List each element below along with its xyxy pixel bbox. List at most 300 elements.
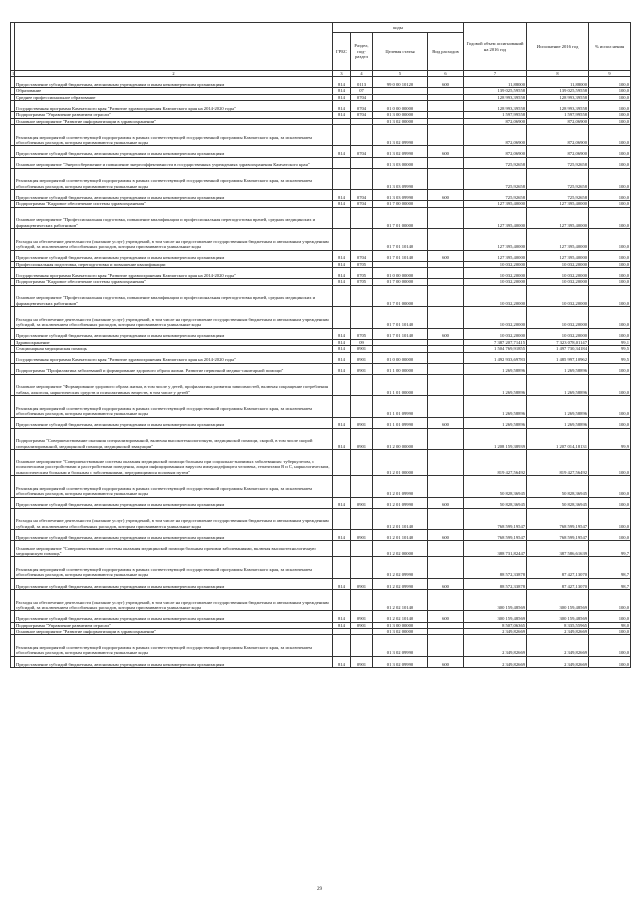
column-number-cell: 8	[527, 71, 589, 77]
row-fact-cell: 87 427,13070	[527, 557, 589, 578]
table-row	[11, 428, 631, 449]
row-name-cell: Основное мероприятие "Совершенствование системы оказания медицинской помощи больным при социально-значимых заболеваниях: туберкулезом, с психическими расстройствами и расстройствами поведения, лицам инфицированным вирусом иммунодефицита человека, гепатитами B и C, наркологическим, онкологическим больным и больным с заболеваниями, передающимися половым путем"	[15, 450, 333, 476]
table-row	[11, 125, 631, 146]
table-row	[11, 250, 631, 261]
row-name-cell: Предоставление субсидий бюджетным, автономным учреждениям и иным некоммерческим организациям	[15, 146, 333, 157]
row-percent-cell: 100,0	[589, 157, 631, 168]
row-fact-cell: 10 032,20000	[527, 328, 589, 339]
row-name-cell: Предоставление субсидий бюджетным, автономным учреждениям и иным некоммерческим организациям	[15, 417, 333, 428]
column-number-cell: 7	[464, 71, 527, 77]
row-statia-cell: 99 0 00 10120	[373, 77, 428, 88]
row-name-cell: Предоставление субсидий бюджетным, автономным учреждениям и иным некоммерческим организациям	[15, 190, 333, 201]
row-razdel-cell	[351, 450, 373, 476]
row-plan-cell: 1 492 933,69783	[464, 352, 527, 363]
row-name-cell: Государственная программа Камчатского края "Развитие здравоохранения Камчатского края на 2014-2020 годы"	[15, 352, 333, 363]
row-name-cell: Основное мероприятие "Формирование здорового образа жизни, в том числе у детей, профилактика развития зависимостей, включая сокращение потребления табака, алкоголя, наркотических средств и психоактивных веществ, в том числе у детей"	[15, 374, 333, 395]
row-percent-cell: 100,0	[589, 146, 631, 157]
row-razdel-cell	[351, 285, 373, 306]
row-plan-cell: 725,92658	[464, 168, 527, 189]
row-plan-cell: 2 349,82669	[464, 628, 527, 634]
row-fact-cell: 128 993,39558	[527, 101, 589, 112]
row-grbs-cell	[333, 557, 351, 578]
row-grbs-cell: 814	[333, 497, 351, 508]
table-row	[11, 77, 631, 88]
row-vid-cell	[428, 557, 464, 578]
row-grbs-cell: 814	[333, 656, 351, 667]
row-fact-cell: 139 025,59558	[527, 88, 589, 94]
row-statia-cell: 01 2 02 09990	[373, 557, 428, 578]
row-percent-cell: 100,0	[589, 112, 631, 118]
row-statia-cell: 01 2 02 10140	[373, 611, 428, 622]
row-fact-cell: 50 828,36945	[527, 497, 589, 508]
row-razdel-cell	[351, 229, 373, 250]
header-blank-b	[15, 23, 333, 71]
row-grbs-cell: 814	[333, 578, 351, 589]
row-name-cell: Основное мероприятие "Развитие информатизации в здравоохранении"	[15, 118, 333, 124]
row-name-cell: Предоставление субсидий бюджетным, автономным учреждениям и иным некоммерческим организациям	[15, 250, 333, 261]
row-razdel-cell: 0704	[351, 250, 373, 261]
row-fact-cell: 725,92658	[527, 157, 589, 168]
table-row	[11, 307, 631, 328]
row-vid-cell	[428, 352, 464, 363]
row-razdel-cell: 0901	[351, 611, 373, 622]
row-vid-cell	[428, 125, 464, 146]
row-grbs-cell: 814	[333, 268, 351, 279]
row-vid-cell: 600	[428, 656, 464, 667]
row-plan-cell: 50 828,36945	[464, 497, 527, 508]
row-grbs-cell: 814	[333, 101, 351, 112]
row-name-cell: Расходы на обеспечение деятельности (оказание услуг) учреждений, в том числе на предоставление государственным бюджетным и автономным учреждениям субсидий, за исключением обособленных расходов, которым присваиваются уникальные коды	[15, 508, 333, 529]
row-grbs-cell: 814	[333, 611, 351, 622]
row-fact-cell: 127 395,40000	[527, 250, 589, 261]
table-row	[11, 530, 631, 541]
header-fact: Исполнение 2016 год	[527, 23, 589, 71]
row-name-cell: Государственная программа Камчатского края "Развитие здравоохранения Камчатского края на 2014-2020 годы"	[15, 268, 333, 279]
row-statia-cell: 01 2 01 00000	[373, 450, 428, 476]
row-vid-cell	[428, 541, 464, 557]
row-plan-cell: 128 993,39558	[464, 101, 527, 112]
row-plan-cell: 1 269,58896	[464, 396, 527, 417]
table-row	[11, 396, 631, 417]
row-vid-cell	[428, 157, 464, 168]
row-plan-cell: 10 032,20000	[464, 279, 527, 285]
header-percent: % испол нения	[589, 23, 631, 71]
row-grbs-cell	[333, 541, 351, 557]
row-statia-cell: 01 3 02 09990	[373, 635, 428, 656]
header-plan: Годовой объем ассигнований на 2016 год	[464, 23, 527, 71]
row-percent-cell: 100,0	[589, 635, 631, 656]
table-row	[11, 450, 631, 476]
row-percent-cell: 100,0	[589, 190, 631, 201]
row-plan-cell: 88 572,33878	[464, 578, 527, 589]
row-plan-cell: 127 395,40000	[464, 250, 527, 261]
row-name-cell: Подпрограмма "Совершенствование оказания специализированной, включая высокотехнологичную, медицинской помощи, скорой, в том числе скорой специализированной, медицинской помощи, медицинской эвакуации"	[15, 428, 333, 449]
row-statia-cell: 01 3 03 09990	[373, 168, 428, 189]
row-plan-cell: 7 387 207,71415	[464, 339, 527, 345]
table-row	[11, 611, 631, 622]
row-fact-cell: 2 349,82669	[527, 635, 589, 656]
row-fact-cell: 725,92658	[527, 190, 589, 201]
row-name-cell: Предоставление субсидий бюджетным, автономным учреждениям и иным некоммерческим организациям	[15, 656, 333, 667]
row-razdel-cell: 0704	[351, 94, 373, 100]
row-razdel-cell	[351, 476, 373, 497]
row-plan-cell: 1 597,99558	[464, 112, 527, 118]
row-grbs-cell	[333, 229, 351, 250]
row-fact-cell: 1 269,58896	[527, 374, 589, 395]
row-percent-cell: 98,7	[589, 578, 631, 589]
row-fact-cell: 8 335,55965	[527, 622, 589, 628]
row-percent-cell: 100,0	[589, 476, 631, 497]
row-name-cell: Предоставление субсидий бюджетным, автономным учреждениям и иным некоммерческим организациям	[15, 530, 333, 541]
row-percent-cell: 99,1	[589, 339, 631, 345]
row-percent-cell: 100,0	[589, 207, 631, 228]
row-percent-cell: 100,0	[589, 530, 631, 541]
row-name-cell: Расходы на обеспечение деятельности (оказание услуг) учреждений, в том числе на предоставление государственным бюджетным и автономным учреждениям субсидий, за исключением обособленных расходов, которым присваиваются уникальные коды	[15, 229, 333, 250]
row-plan-cell: 127 395,40000	[464, 207, 527, 228]
row-statia-cell: 01 1 01 09990	[373, 417, 428, 428]
row-percent-cell: 100,0	[589, 125, 631, 146]
row-statia-cell: 01 2 02 00000	[373, 541, 428, 557]
row-vid-cell	[428, 476, 464, 497]
row-name-cell: Основное мероприятие "Совершенствование системы оказания медицинской помощи больным прочими заболеваниями, включая высокотехнологичную медицинскую помощь"	[15, 541, 333, 557]
header-grbs: ГРБС	[333, 33, 351, 71]
row-statia-cell: 01 3 03 00000	[373, 157, 428, 168]
budget-table	[10, 22, 631, 668]
row-plan-cell: 50 828,36945	[464, 476, 527, 497]
table-row	[11, 157, 631, 168]
row-fact-cell: 127 395,40000	[527, 201, 589, 207]
row-fact-cell: 872,06900	[527, 118, 589, 124]
header-vid: Вид расходов	[428, 33, 464, 71]
row-vid-cell	[428, 396, 464, 417]
row-razdel-cell	[351, 635, 373, 656]
row-statia-cell: 01 3 00 00000	[373, 622, 428, 628]
row-razdel-cell: 0704	[351, 146, 373, 157]
row-statia-cell: 01 7 00 00000	[373, 279, 428, 285]
row-statia-cell: 01 3 02 09990	[373, 125, 428, 146]
row-vid-cell	[428, 589, 464, 610]
row-grbs-cell	[333, 157, 351, 168]
table-row	[11, 146, 631, 157]
row-name-cell: Основное мероприятие "Профессиональная подготовка, повышение квалификации и профессиональная переподготовка врачей, средних медицинских и фармацевтических работников"	[15, 285, 333, 306]
row-statia-cell: 01 7 01 10140	[373, 250, 428, 261]
row-statia-cell: 01 3 02 09990	[373, 146, 428, 157]
table-row	[11, 101, 631, 112]
row-name-cell: Основное мероприятие "Энергосбережение и повышение энергоэффективности в государственных учреждениях здравоохранения Камчатского края"	[15, 157, 333, 168]
row-razdel-cell: 0113	[351, 77, 373, 88]
row-fact-cell: 1 269,58896	[527, 417, 589, 428]
row-fact-cell: 1 207 014,18131	[527, 428, 589, 449]
column-number-cell: 3	[333, 71, 351, 77]
row-plan-cell: 725,92658	[464, 190, 527, 201]
row-statia-cell: 01 1 01 00000	[373, 374, 428, 395]
row-statia-cell: 01 2 01 09990	[373, 497, 428, 508]
row-razdel-cell	[351, 125, 373, 146]
row-name-cell: Подпрограмма "Управление развитием отрасли"	[15, 112, 333, 118]
table-row	[11, 207, 631, 228]
row-name-cell: Предоставление субсидий бюджетным, автономным учреждениям и иным некоммерческим организациям	[15, 611, 333, 622]
table-row	[11, 229, 631, 250]
row-grbs-cell: 814	[333, 190, 351, 201]
table-row	[11, 541, 631, 557]
row-vid-cell	[428, 285, 464, 306]
row-plan-cell: 300 159,48569	[464, 589, 527, 610]
row-grbs-cell	[333, 207, 351, 228]
table-row	[11, 268, 631, 279]
row-statia-cell: 01 3 00 00000	[373, 112, 428, 118]
row-name-cell: Здравоохранение	[15, 339, 333, 345]
row-vid-cell	[428, 307, 464, 328]
row-razdel-cell: 0705	[351, 279, 373, 285]
table-row	[11, 557, 631, 578]
row-fact-cell: 387 586,61639	[527, 541, 589, 557]
row-percent-cell: 98,7	[589, 557, 631, 578]
budget-report-sheet	[10, 22, 630, 668]
row-plan-cell: 88 572,33878	[464, 557, 527, 578]
row-name-cell: Расходы на обеспечение деятельности (оказание услуг) учреждений, в том числе на предоставление государственным бюджетным и автономным учреждениям субсидий, за исключением обособленных расходов, которым присваиваются уникальные коды	[15, 589, 333, 610]
row-plan-cell: 2 349,82669	[464, 656, 527, 667]
row-vid-cell: 600	[428, 328, 464, 339]
row-name-cell: Подпрограмма "Профилактика заболеваний и формирование здорового образа жизни. Развитие первичной медико-санитарной помощи"	[15, 363, 333, 374]
row-percent-cell: 99,7	[589, 541, 631, 557]
row-percent-cell: 100,0	[589, 628, 631, 634]
row-razdel-cell: 0901	[351, 363, 373, 374]
row-razdel-cell: 0901	[351, 622, 373, 628]
row-plan-cell: 2 349,82669	[464, 635, 527, 656]
row-vid-cell	[428, 635, 464, 656]
row-fact-cell: 1 485 997,10962	[527, 352, 589, 363]
row-percent-cell: 100,0	[589, 417, 631, 428]
row-name-cell: Реализация мероприятий соответствующей подпрограммы в рамках соответствующей государственной программы Камчатского края, за исключением обособленных расходов, которым присваиваются уникальные коды	[15, 396, 333, 417]
row-plan-cell: 10 032,20000	[464, 268, 527, 279]
row-razdel-cell	[351, 589, 373, 610]
row-fact-cell: 725,92658	[527, 168, 589, 189]
row-percent-cell: 99,5	[589, 352, 631, 363]
row-percent-cell: 99,5	[589, 346, 631, 352]
row-fact-cell: 1 497 730,34184	[527, 346, 589, 352]
row-name-cell: Государственная программа Камчатского края "Развитие здравоохранения Камчатского края на 2014-2020 годы"	[15, 101, 333, 112]
row-grbs-cell: 814	[333, 428, 351, 449]
row-percent-cell: 99,9	[589, 428, 631, 449]
row-fact-cell: 768 599,19547	[527, 508, 589, 529]
row-plan-cell: 768 599,19547	[464, 530, 527, 541]
table-row	[11, 589, 631, 610]
row-plan-cell: 127 395,40000	[464, 201, 527, 207]
table-row	[11, 476, 631, 497]
row-percent-cell: 100,0	[589, 88, 631, 94]
row-statia-cell: 01 0 00 00000	[373, 352, 428, 363]
row-vid-cell: 600	[428, 611, 464, 622]
row-name-cell: Реализация мероприятий соответствующей подпрограммы в рамках соответствующей государственной программы Камчатского края, за исключением обособленных расходов, которым присваиваются уникальные коды	[15, 635, 333, 656]
row-name-cell: Реализация мероприятий соответствующей подпрограммы в рамках соответствующей государственной программы Камчатского края, за исключением обособленных расходов, которым присваиваются уникальные коды	[15, 557, 333, 578]
row-percent-cell: 100,0	[589, 497, 631, 508]
row-razdel-cell: 0901	[351, 497, 373, 508]
row-grbs-cell: 814	[333, 261, 351, 267]
row-percent-cell: 100,0	[589, 94, 631, 100]
row-razdel-cell	[351, 168, 373, 189]
row-plan-cell: 127 395,40000	[464, 229, 527, 250]
row-name-cell: Реализация мероприятий соответствующей подпрограммы в рамках соответствующей государственной программы Камчатского края, за исключением обособленных расходов, которым присваиваются уникальные коды	[15, 168, 333, 189]
row-grbs-cell	[333, 125, 351, 146]
row-percent-cell: 100,0	[589, 589, 631, 610]
row-grbs-cell	[333, 635, 351, 656]
row-razdel-cell: 09	[351, 339, 373, 345]
row-fact-cell: 50 828,36945	[527, 476, 589, 497]
row-percent-cell: 100,0	[589, 77, 631, 88]
table-row	[11, 417, 631, 428]
table-row	[11, 656, 631, 667]
row-razdel-cell	[351, 396, 373, 417]
row-fact-cell: 819 427,56492	[527, 450, 589, 476]
row-vid-cell	[428, 168, 464, 189]
row-statia-cell: 01 2 00 00000	[373, 428, 428, 449]
row-statia-cell: 01 7 00 00000	[373, 201, 428, 207]
row-razdel-cell: 0901	[351, 346, 373, 352]
row-vid-cell: 600	[428, 190, 464, 201]
row-grbs-cell: 814	[333, 328, 351, 339]
row-name-cell: Стационарная медицинская помощь	[15, 346, 333, 352]
row-grbs-cell	[333, 307, 351, 328]
header-statia: Целевая статья	[373, 33, 428, 71]
row-percent-cell: 98,0	[589, 622, 631, 628]
table-row	[11, 508, 631, 529]
row-plan-cell: 300 159,48569	[464, 611, 527, 622]
row-fact-cell: 10 032,20000	[527, 261, 589, 267]
row-grbs-cell: 814	[333, 352, 351, 363]
column-number-cell: 6	[428, 71, 464, 77]
row-plan-cell: 1 269,58896	[464, 417, 527, 428]
row-grbs-cell: 814	[333, 622, 351, 628]
row-razdel-cell	[351, 508, 373, 529]
row-plan-cell: 139 025,59558	[464, 88, 527, 94]
row-fact-cell: 1 269,58896	[527, 396, 589, 417]
row-plan-cell: 768 599,19547	[464, 508, 527, 529]
table-row	[11, 578, 631, 589]
table-row	[11, 374, 631, 395]
row-vid-cell	[428, 101, 464, 112]
row-grbs-cell: 814	[333, 146, 351, 157]
table-row	[11, 190, 631, 201]
row-percent-cell: 100,0	[589, 611, 631, 622]
row-fact-cell: 10 032,20000	[527, 285, 589, 306]
row-statia-cell: 01 3 02 00000	[373, 118, 428, 124]
column-number-cell: 1	[12, 71, 15, 76]
row-name-cell: Основное мероприятие "Развитие информатизации в здравоохранении"	[15, 628, 333, 634]
row-percent-cell: 100,0	[589, 328, 631, 339]
row-grbs-cell	[333, 476, 351, 497]
row-percent-cell: 100,0	[589, 201, 631, 207]
row-razdel-cell	[351, 374, 373, 395]
row-fact-cell: 10 032,20000	[527, 268, 589, 279]
row-percent-cell: 100,0	[589, 285, 631, 306]
row-fact-cell: 1 269,58896	[527, 363, 589, 374]
column-number-cell: 9	[589, 71, 631, 77]
row-statia-cell: 01 1 00 00000	[373, 363, 428, 374]
row-statia-cell: 01 2 02 10140	[373, 589, 428, 610]
row-grbs-cell	[333, 168, 351, 189]
row-grbs-cell: 814	[333, 530, 351, 541]
row-grbs-cell	[333, 508, 351, 529]
row-razdel-cell: 0705	[351, 268, 373, 279]
row-statia-cell: 01 7 01 00000	[373, 207, 428, 228]
table-row	[11, 352, 631, 363]
row-razdel-cell	[351, 157, 373, 168]
row-razdel-cell: 0901	[351, 428, 373, 449]
row-statia-cell: 01 7 01 10140	[373, 328, 428, 339]
row-name-cell: Реализация мероприятий соответствующей подпрограммы в рамках соответствующей государственной программы Камчатского края, за исключением обособленных расходов, которым присваиваются уникальные коды	[15, 476, 333, 497]
table-row	[11, 497, 631, 508]
row-plan-cell: 388 731,82447	[464, 541, 527, 557]
row-percent-cell: 100,0	[589, 279, 631, 285]
row-plan-cell: 10 032,20000	[464, 328, 527, 339]
row-razdel-cell: 0704	[351, 101, 373, 112]
row-plan-cell: 819 427,56492	[464, 450, 527, 476]
row-fact-cell: 10 032,20000	[527, 307, 589, 328]
row-fact-cell: 127 395,40000	[527, 207, 589, 228]
row-name-cell: Подпрограмма "Управление развитием отрасли"	[15, 622, 333, 628]
row-statia-cell: 01 1 01 09990	[373, 396, 428, 417]
row-razdel-cell: 0901	[351, 352, 373, 363]
row-grbs-cell: 814	[333, 77, 351, 88]
row-name-cell: Подпрограмма "Кадровое обеспечение системы здравоохранения"	[15, 279, 333, 285]
row-razdel-cell: 0704	[351, 112, 373, 118]
row-fact-cell: 10 032,20000	[527, 279, 589, 285]
row-fact-cell: 300 159,48569	[527, 589, 589, 610]
table-row	[11, 363, 631, 374]
row-name-cell: Предоставление субсидий бюджетным, автономным учреждениям и иным некоммерческим организациям	[15, 578, 333, 589]
row-plan-cell: 128 993,39558	[464, 94, 527, 100]
row-razdel-cell: 0704	[351, 190, 373, 201]
row-vid-cell: 600	[428, 578, 464, 589]
row-razdel-cell	[351, 207, 373, 228]
row-fact-cell: 2 349,82669	[527, 628, 589, 634]
row-grbs-cell: 814	[333, 363, 351, 374]
row-name-cell: Предоставление субсидий бюджетным, автономным учреждениям и иным некоммерческим организациям	[15, 497, 333, 508]
row-percent-cell: 100,0	[589, 168, 631, 189]
row-percent-cell: 100,0	[589, 656, 631, 667]
table-row	[11, 285, 631, 306]
row-percent-cell: 100,0	[589, 229, 631, 250]
row-name-cell: Предоставление субсидий бюджетным, автономным учреждениям и иным некоммерческим организациям	[15, 77, 333, 88]
row-name-cell: Среднее профессиональное образование	[15, 94, 333, 100]
row-plan-cell: 11,88000	[464, 77, 527, 88]
row-razdel-cell: 0705	[351, 261, 373, 267]
row-plan-cell: 872,06900	[464, 118, 527, 124]
row-grbs-cell	[333, 374, 351, 395]
row-grbs-cell: 814	[333, 250, 351, 261]
row-statia-cell: 01 2 01 09990	[373, 476, 428, 497]
row-razdel-cell: 0901	[351, 417, 373, 428]
row-name-cell: Профессиональная подготовка, переподготовка и повышение квалификации	[15, 261, 333, 267]
row-name-cell: Подпрограмма "Кадровое обеспечение системы здравоохранения"	[15, 201, 333, 207]
row-vid-cell: 600	[428, 250, 464, 261]
row-percent-cell: 100,0	[589, 374, 631, 395]
table-row	[11, 328, 631, 339]
row-plan-cell: 1 269,58896	[464, 374, 527, 395]
row-fact-cell: 11,88000	[527, 77, 589, 88]
header-codes: коды	[333, 23, 464, 33]
row-vid-cell	[428, 363, 464, 374]
row-grbs-cell: 814	[333, 279, 351, 285]
row-grbs-cell: 814	[333, 201, 351, 207]
row-fact-cell: 872,06900	[527, 125, 589, 146]
row-vid-cell	[428, 229, 464, 250]
page-number: 29	[317, 887, 322, 892]
row-name-cell: Предоставление субсидий бюджетным, автономным учреждениям и иным некоммерческим организациям	[15, 328, 333, 339]
row-plan-cell: 10 032,20000	[464, 285, 527, 306]
row-grbs-cell	[333, 396, 351, 417]
row-vid-cell: 600	[428, 146, 464, 157]
